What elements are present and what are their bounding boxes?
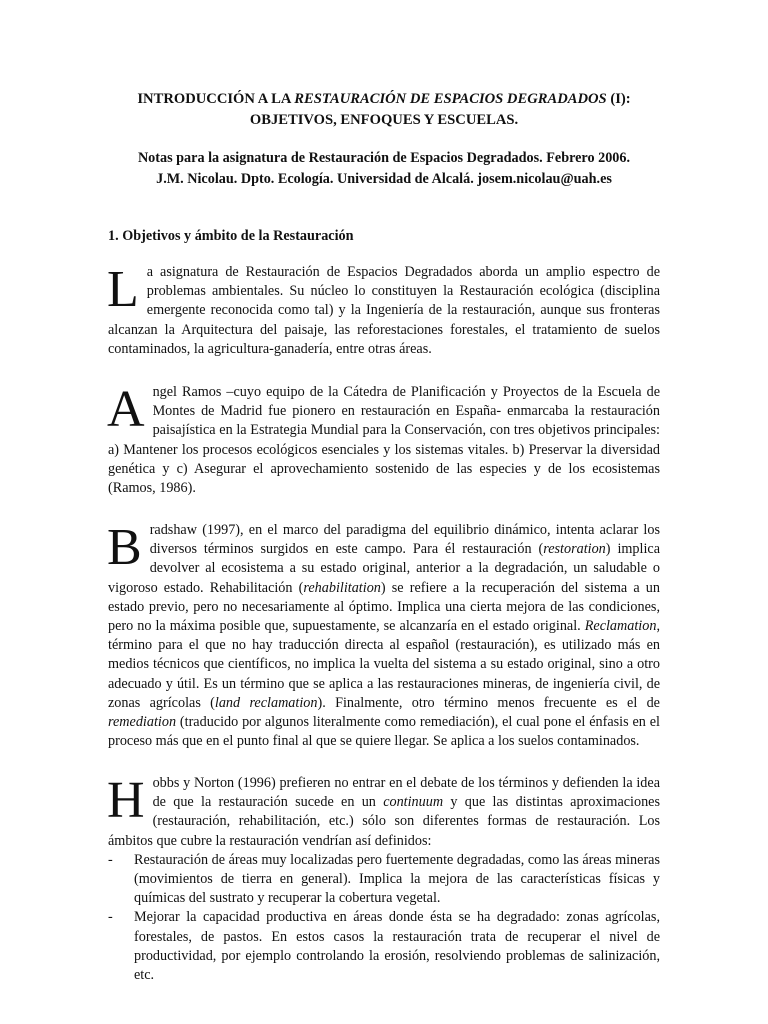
subtitle-line-1: Notas para la asignatura de Restauración de Espacios Degradados. Febrero 2006. xyxy=(137,150,631,166)
restoration-scope-list xyxy=(108,851,660,985)
paragraph-text: ) implica devolver al ecosistema a su estado original, anterior a la degradación, un saludable o vigoroso estado. Rehabilitación ( xyxy=(108,541,660,596)
subtitle-line-2: J.M. Nicolau. Dpto. Ecología. Universidad de Alcalá. josem.nicolau@uah.es xyxy=(156,171,612,187)
dropcap: B xyxy=(107,519,142,576)
term-italic: rehabilitation xyxy=(303,579,381,596)
title-suffix: (I): xyxy=(606,91,631,107)
paragraph-text: obbs y Norton (1996) prefieren no entrar en el debate de los términos y defienden la idea de que la restauración sucede en un xyxy=(152,775,660,811)
section-heading: 1. Objetivos y ámbito de la Restauración xyxy=(108,228,354,244)
title-prefix: INTRODUCCIÓN A LA xyxy=(137,91,295,107)
list-item xyxy=(108,908,660,985)
term-italic: Reclamation xyxy=(584,618,657,635)
bullet-dash: - xyxy=(108,909,113,926)
paragraph-text: ). Finalmente, otro término menos frecuente es el de xyxy=(317,694,660,711)
paragraph-3 xyxy=(108,521,660,751)
title-italic: RESTAURACIÓN DE ESPACIOS DEGRADADOS xyxy=(294,91,607,107)
dropcap: L xyxy=(107,261,139,318)
paragraph-text: , término para el que no hay traducción directa al español (restauración), es utilizado más en medios técnicos que científicos, no implica la vuelta del sistema a su estado original, sino a otro adecuado y útil. Es un término que se aplica a las restauraciones mineras, de ingeniería civil, de zonas agrícolas ( xyxy=(108,618,660,711)
list-item-text: Mejorar la capacidad productiva en áreas donde ésta se ha degradado: zonas agrícolas, forestales, de pastos. En estos casos la restauración trata de recuperar el nivel de productividad, por ejemplo controlando la erosión, resolviendo problemas de salinización, etc. xyxy=(134,909,660,984)
document-subtitle xyxy=(108,148,660,190)
term-italic: restoration xyxy=(543,541,606,558)
document-title xyxy=(108,89,660,131)
paragraph-text: a asignatura de Restauración de Espacios Degradados aborda un amplio espectro de problemas ambientales. Su núcleo lo constituyen la Restauración ecológica (disciplina emergente reconocida como tal) y la Ingeniería de la restauración, aunque sus fronteras alcanzan la Arquitectura del paisaje, las reforestaciones forestales, el tratamiento de suelos contaminados, la agricultura-ganadería, entre otras áreas. xyxy=(108,264,660,357)
paragraph-text: ngel Ramos –cuyo equipo de la Cátedra de Planificación y Proyectos de la Escuela de Montes de Madrid fue pionero en restauración en España- enmarcaba la restauración paisajística en la Estrategia Mundial para la Conservación, con tres objetivos principales: a) Mantener los procesos ecológicos esenciales y los sistemas vitales. b) Preservar la diversidad genética y c) Asegurar el aprovechamiento sostenido de las especies y de los ecosistemas (Ramos, 1986). xyxy=(108,384,660,497)
paragraph-text: y que las distintas aproximaciones (restauración, rehabilitación, etc.) sólo son diferentes formas de restauración. Los ámbitos que cubre la restauración vendrían así definidos: xyxy=(108,794,660,849)
paragraph-text: radshaw (1997), en el marco del paradigma del equilibrio dinámico, intenta aclarar los diversos términos surgidos en este campo. Para él restauración ( xyxy=(149,522,660,558)
paragraph-1 xyxy=(108,263,660,359)
paragraph-text: ) se refiere a la recuperación del sistema a un estado previo, pero no necesariamente al óptimo. Implica una cierta mejora de las condiciones, pero no la máxima posible que, supuestamente, se alcanzaría en el estado original. xyxy=(108,579,660,635)
dropcap: A xyxy=(107,381,145,438)
paragraph-text: (traducido por algunos literalmente como remediación), el cual pone el énfasis en el proceso más que en el punto final al que se quiere llegar. Se aplica a los suelos contaminados. xyxy=(108,714,660,750)
term-italic: continuum xyxy=(383,794,444,811)
list-item xyxy=(108,851,660,909)
list-item-text: Restauración de áreas muy localizadas pero fuertemente degradadas, como las áreas mineras (movimientos de tierra en general). Implica la mejora de las características físicas y químicas del sustrato y recuperar la cobertura vegetal. xyxy=(134,851,660,907)
dropcap: H xyxy=(107,772,145,829)
bullet-dash: - xyxy=(108,851,113,868)
paragraph-2 xyxy=(108,383,660,498)
term-italic: land reclamation xyxy=(214,694,318,711)
term-italic: remediation xyxy=(108,714,177,731)
title-line-2: OBJETIVOS, ENFOQUES Y ESCUELAS. xyxy=(249,112,519,128)
paragraph-4 xyxy=(108,774,660,985)
